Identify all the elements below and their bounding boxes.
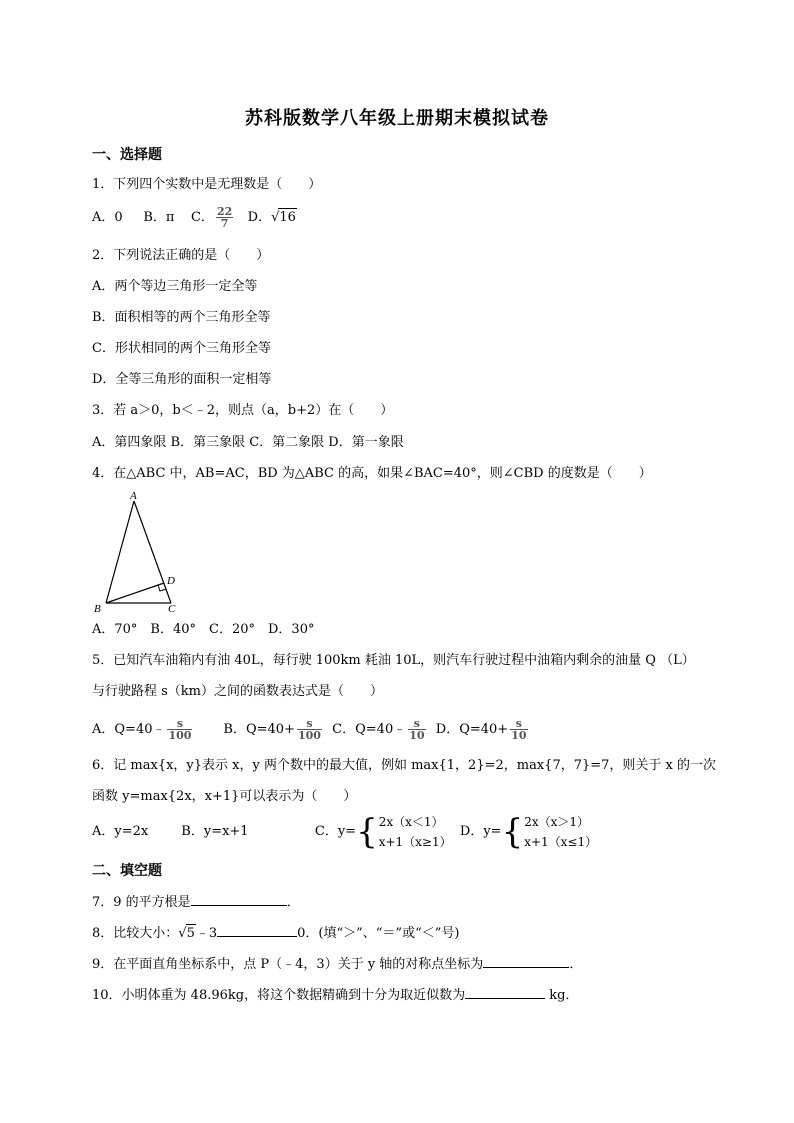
answer-blank[interactable] <box>483 955 569 968</box>
left-brace: { <box>501 811 524 852</box>
question-3-stem: 3．若 a＞0，b＜﹣2，则点（a，b+2）在（ ） <box>92 403 394 418</box>
option-d: D．Q=40+ <box>435 722 509 737</box>
question-2-option-a: A．两个等边三角形一定全等 <box>92 279 258 294</box>
answer-blank[interactable] <box>191 893 287 906</box>
question-5-stem-line2: 与行驶路程 s（km）之间的函数表达式是（ ） <box>92 684 384 699</box>
section-heading-fill: 二、填空题 <box>92 863 162 879</box>
vertex-label-a: A <box>130 490 137 502</box>
fraction-22-7: $\frac{22}{7}$ <box>216 205 233 230</box>
question-3-options: A．第四象限 B．第三象限 C．第二象限 D．第一象限 <box>92 435 404 450</box>
question-2-stem: 2．下列说法正确的是（ ） <box>92 248 270 263</box>
question-1-stem: 1．下列四个实数中是无理数是（ ） <box>92 177 322 192</box>
vertex-label-c: C <box>168 603 176 615</box>
question-5-options <box>92 718 530 741</box>
option-b: B．y=x+1 <box>181 824 249 839</box>
pi-symbol: π <box>165 210 175 225</box>
vertex-label-b: B <box>94 603 101 615</box>
question-6-stem-line1: 6．记 max{x，y}表示 x，y 两个数中的最大值，例如 max{1，2}=2，max{7，7}=7，则关于 x 的一次 <box>92 758 717 773</box>
option-d: D．y= <box>459 824 502 839</box>
triangle-figure <box>92 490 192 615</box>
option-c: C．Q=40﹣ <box>332 722 407 737</box>
option-a: A．0 <box>92 210 123 225</box>
sqrt-5: √5 <box>178 926 195 941</box>
piecewise-d: 2x（x＞1） x+1（x≤1） <box>524 814 598 849</box>
section-heading-choice: 一、选择题 <box>92 147 162 163</box>
question-6-options <box>92 811 597 853</box>
sqrt-16: √16 <box>271 210 296 225</box>
left-brace: { <box>356 811 378 852</box>
question-2-option-c: C．形状相同的两个三角形全等 <box>92 341 271 356</box>
question-7: 7．9 的平方根是 ． <box>92 895 300 910</box>
piecewise-c: 2x（x＜1） x+1（x≥1） <box>378 814 452 849</box>
option-b: B．Q=40+ <box>223 722 295 737</box>
question-10: 10．小明体重为 48.96kg，将这个数据精确到十分为取近似数为 kg． <box>92 988 579 1003</box>
option-c: C．y= <box>314 824 357 839</box>
answer-blank[interactable] <box>465 986 545 999</box>
option-c: C． <box>190 210 214 225</box>
vertex-label-d: D <box>167 575 175 587</box>
question-2-option-b: B．面积相等的两个三角形全等 <box>92 310 271 325</box>
fraction-s-10: $\frac{s}{10}$ <box>511 717 527 742</box>
answer-blank[interactable] <box>217 924 297 937</box>
question-6-stem-line2: 函数 y=max{2x，x+1}可以表示为（ ） <box>92 789 357 804</box>
option-d: D． <box>247 210 272 225</box>
question-8: 8．比较大小：√5﹣3 0．(填“＞”、“＝”或“＜”号) <box>92 926 460 941</box>
fraction-s-10: $\frac{s}{10}$ <box>409 717 425 742</box>
question-4-options: A．70° B．40° C．20° D．30° <box>92 622 315 637</box>
question-2-option-d: D．全等三角形的面积一定相等 <box>92 372 272 387</box>
question-9: 9．在平面直角坐标系中，点 P（﹣4，3）关于 y 轴的对称点坐标为 ． <box>92 957 583 972</box>
question-1-options <box>92 206 297 229</box>
option-a: A．y=2x <box>92 824 149 839</box>
fraction-s-100: $\frac{s}{100}$ <box>168 717 192 742</box>
option-a: A．Q=40﹣ <box>92 722 166 737</box>
question-4-stem: 4．在△ABC 中，AB=AC，BD 为△ABC 的高，如果∠BAC=40°，则∠CBD 的度数是（ ） <box>92 466 652 481</box>
question-5-stem-line1: 5．已知汽车油箱内有油 40L，每行驶 100km 耗油 10L，则汽车行驶过程中油箱内剩余的油量 Q （L） <box>92 653 695 668</box>
page-title: 苏科版数学八年级上册期末模拟试卷 <box>245 108 549 129</box>
fraction-s-100: $\frac{s}{100}$ <box>297 717 321 742</box>
option-b: B． <box>143 210 166 225</box>
